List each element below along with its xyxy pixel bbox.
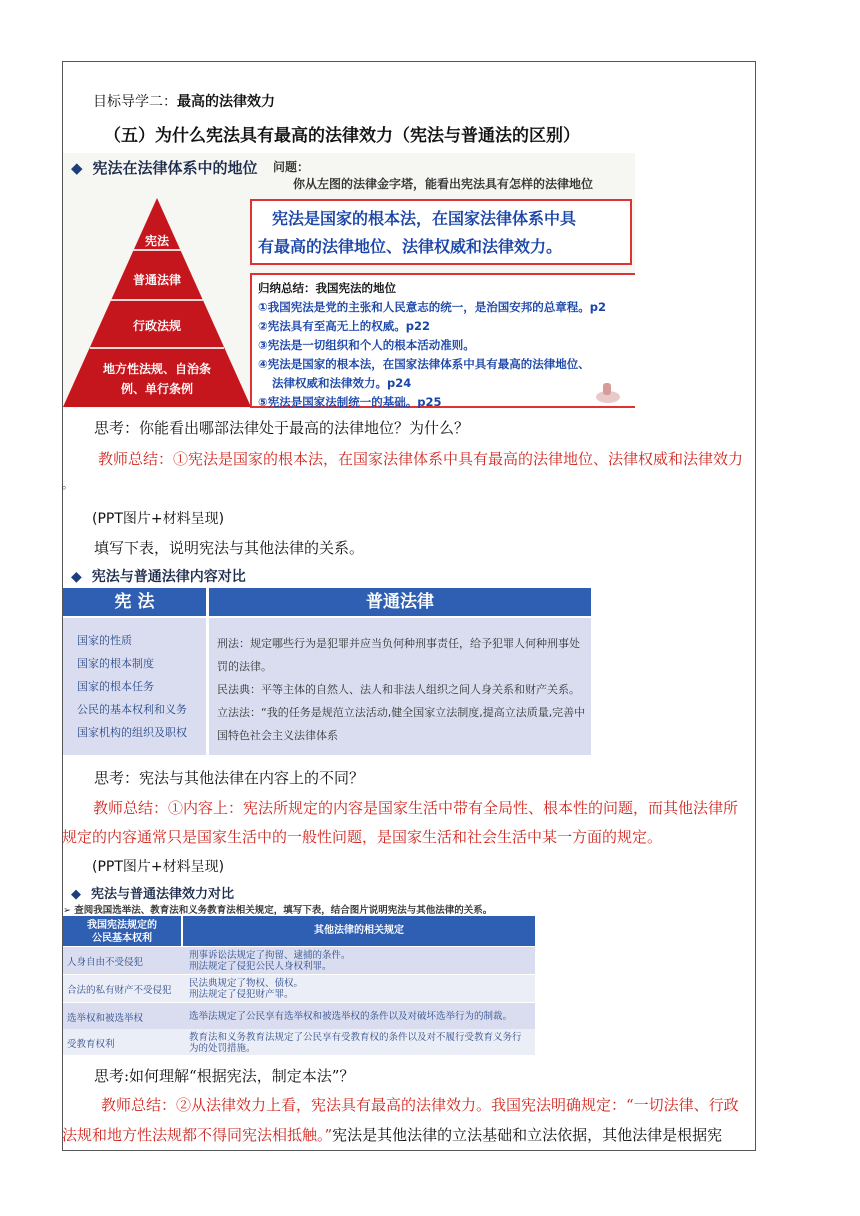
rule-line: 刑事诉讼法规定了拘留、逮捕的条件。 [189,949,351,961]
table-row [63,975,535,1002]
ordinary-law-content [209,618,591,755]
law-description: 立法法：“我的任务是规范立法活动,健全国家立法制度,提高立法质量,完善中 [217,706,586,719]
citizen-right: 受教育权利 [67,1038,115,1050]
table-row [63,1003,535,1030]
diamond-icon: ◆ [71,569,82,585]
slide3-title-text: 宪法与普通法律效力对比 [91,887,235,902]
pyramid-level-local-regulation-2: 例、单行条例 [120,382,194,396]
col-header-line: 公民基本权利 [92,933,152,944]
slide-effect-comparison [63,883,535,1055]
summary-box [250,273,635,408]
list-item: 国家的根本任务 [77,680,154,693]
law-pyramid [63,193,253,408]
rule-line: 民法典规定了物权、债权。 [189,977,304,989]
col-ordinary-law-header: 普通法律 [209,588,591,616]
highlight-box [250,199,632,265]
summary-item: 法律权威和法律效力。p24 [272,376,412,390]
slide1-question: 你从左图的法律金字塔，能看出宪法具有怎样的法律地位 [293,177,594,191]
citizen-right: 人身自由不受侵犯 [67,956,144,968]
slide1-title [71,157,258,178]
summary-item: ②宪法具有至高无上的权威。p22 [258,319,430,333]
lesson-header [93,91,275,111]
slide3-title [71,883,234,902]
related-rule [183,1003,535,1030]
highlight-line-1: 宪法是国家的根本法，在国家法律体系中具 [272,209,577,228]
table-row [63,1029,535,1055]
rule-line: 教育法和义务教育法规定了公民享有受教育权的条件以及对不履行受教育义务行 [189,1031,522,1043]
teacher-summary-2-cont: 规定的内容通常只是国家生活中的一般性问题，是国家生活和社会生活中某一方面的规定。 [62,828,663,846]
list-item: 国家的根本制度 [77,657,154,670]
think-question-2: 思考：宪法与其他法律在内容上的不同？ [94,769,365,787]
summary-item: ①我国宪法是党的主张和人民意志的统一，是治国安邦的总章程。p2 [258,300,606,314]
highlight-line-2: 有最高的法律地位、法律权威和法律效力。 [258,237,563,256]
list-item: 公民的基本权利和义务 [77,703,187,716]
section-title: （五）为什么宪法具有最高的法律效力（宪法与普通法的区别） [104,126,580,146]
slide1-title-text: 宪法在法律体系中的地位 [92,159,258,177]
col-constitution-header: 宪 法 [63,588,206,616]
summary-title: 归纳总结：我国宪法的地位 [258,281,396,295]
constitution-content-list [63,618,206,755]
stamp-icon [593,377,623,407]
teacher-summary-3: 教师总结：②从法律效力上看，宪法具有最高的法律效力。我国宪法明确规定：“一切法律、行政 [101,1096,739,1114]
header-title: 最高的法律效力 [177,94,275,110]
think-question-1: 思考：你能看出哪部法律处于最高的法律地位？为什么？ [94,419,470,437]
summary-item: ③宪法是一切组织和个人的根本活动准则。 [258,338,475,352]
fill-table-instruction: 填写下表，说明宪法与其他法律的关系。 [94,539,365,557]
slide3-subtitle: ➢ 查阅我国选举法、教育法和义务教育法相关规定，填写下表，结合图片说明宪法与其他法律的关系。 [63,905,493,916]
diamond-icon: ◆ [71,159,83,177]
related-rule [183,947,535,974]
col-header-line: 我国宪法规定的 [87,920,157,931]
slide2-title-text: 宪法与普通法律内容对比 [91,569,246,585]
summary-item: ⑤宪法是国家法制统一的基础。p25 [258,395,442,408]
law-description: 罚的法律。 [217,660,272,673]
think-question-3: 思考:如何理解“根据宪法，制定本法”？ [94,1067,355,1085]
pyramid-level-ordinary-law: 普通法律 [132,273,182,287]
slide-constitution-position [63,153,635,408]
law-description: 民法典：平等主体的自然人、法人和非法人组织之间人身关系和财产关系。 [217,683,580,696]
pyramid-level-local-regulation: 地方性法规、自治条 [102,362,212,376]
teacher-summary-1: 教师总结：①宪法是国家的根本法，在国家法律体系中具有最高的法律地位、法律权威和法律效力 [98,450,744,468]
pyramid-level-constitution: 宪法 [144,234,170,248]
diamond-icon: ◆ [71,887,81,902]
rule-line: 刑法规定了侵犯财产罪。 [189,988,294,1000]
ppt-note-2: (PPT图片+材料呈现) [92,859,225,875]
law-description: 国特色社会主义法律体系 [217,729,338,742]
list-item: 国家机构的组织及职权 [77,726,187,739]
ppt-note-1: (PPT图片+材料呈现) [92,511,225,527]
teacher-summary-3-rest: 宪法是其他法律的立法基础和立法依据，其他法律是根据宪 [332,1126,723,1144]
pyramid-level-admin-regulation: 行政法规 [132,319,182,333]
list-item: 国家的性质 [77,634,132,647]
teacher-summary-3-cont [62,1124,722,1145]
rule-line: 刑法规定了侵犯公民人身权利罪。 [189,960,332,972]
related-rule [183,1029,535,1056]
teacher-summary-3-quote: 法规和地方性法规都不得同宪法相抵触。” [62,1126,333,1144]
law-description: 刑法：规定哪些行为是犯罪并应当负何种刑事责任，给予犯罪人何种刑事处 [217,637,580,650]
slide1-question-label: 问题： [273,160,310,174]
table-row [63,947,535,974]
teacher-summary-1-end: 。 [62,478,73,491]
citizen-right: 选举权和被选举权 [67,1012,144,1024]
col-related-laws-header: 其他法律的相关规定 [183,916,535,946]
header-prefix: 目标导学二： [93,94,177,110]
related-rule [183,975,535,1002]
summary-item: ④宪法是国家的根本法，在国家法律体系中具有最高的法律地位、 [258,357,590,371]
rule-line: 为的处罚措施。 [189,1042,256,1054]
citizen-right: 合法的私有财产不受侵犯 [67,984,172,996]
col-citizen-rights-header [63,916,181,946]
teacher-summary-2: 教师总结：①内容上：宪法所规定的内容是国家生活中带有全局性、根本性的问题，而其他法律所 [93,799,739,817]
rule-line: 选举法规定了公民享有选举权和被选举权的条件以及对破坏选举行为的制裁。 [189,1011,513,1022]
slide2-title [71,566,246,586]
slide-content-comparison [63,564,591,755]
